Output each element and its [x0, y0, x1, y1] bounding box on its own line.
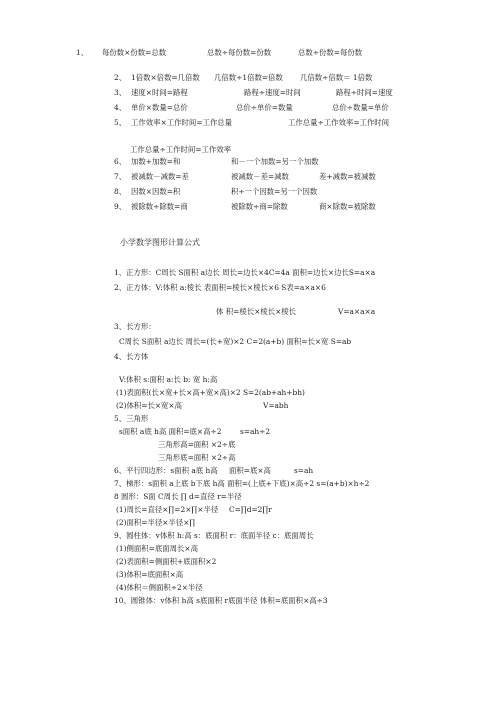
formula-c: 商×除数=被除数 [319, 202, 376, 211]
formula-b: 工作总量÷工作效率=工作时间 [288, 118, 390, 127]
heading-cylinder: 9、圆柱体：v体积 h:高 s：底面积 r：底面半径 c：底面周长 [114, 531, 314, 540]
formula-cube: 2、正方体：V:体积 a:棱长 表面积=棱长×棱长×6 S表=a×a×6 [114, 283, 326, 292]
heading-rectangle: 3、长方形： [114, 322, 156, 331]
formula-a: 工作效率×工作时间=工作总量 [131, 118, 233, 127]
formula-c: 路程÷时间=速度 [336, 88, 393, 97]
parallelogram-formula: s=ah [294, 466, 314, 475]
formula-b: 积÷一个因数=另一个因数 [231, 187, 318, 196]
formula-a: 被除数÷除数=商 [131, 202, 188, 211]
formula-rectangle: C周长 S面积 a边长 周长=(长+宽)×2 C=2(a+b) 面积=长×宽 S=ab [119, 337, 352, 346]
cylinder-volume-2: (4)体积＝侧面积÷2×半径 [116, 583, 203, 592]
item-number: 3、 [114, 88, 127, 97]
item-number: 5、 [114, 118, 127, 127]
formula-b: 总数÷每份数=份数 [207, 48, 272, 57]
item-number: 9、 [114, 202, 127, 211]
triangle-area [119, 427, 270, 436]
area-formula: s=ah÷2 [240, 427, 271, 436]
cuboid-volume [116, 401, 288, 410]
circle-circumference [116, 505, 272, 514]
item-number: 6、 [114, 157, 127, 166]
formula-c: 总价÷数量=单价 [332, 103, 389, 112]
formula-c: 差+减数=被减数 [319, 172, 376, 181]
cuboid-variables: V:体积 s:面积 a:长 b: 宽 h:高 [119, 375, 218, 384]
parallelogram [114, 466, 313, 475]
parallelogram-text: 6、平行四边形：s面积 a底 h高 [114, 466, 218, 475]
formula-a: 1倍数×倍数=几倍数 [131, 73, 200, 82]
item-number: 7、 [114, 172, 127, 181]
formula-b: 和－一个加数=另一个加数 [231, 157, 319, 166]
formula-c: 总数÷份数=每份数 [298, 48, 363, 57]
heading-cuboid: 4、长方体 [114, 352, 149, 361]
item-number: 4、 [114, 103, 127, 112]
formula-line-7 [114, 172, 376, 181]
cylinder-lateral: (1)侧面积=底面周长×高 [116, 544, 198, 553]
volume-text: (2)体积=长×宽×高 [116, 401, 183, 410]
formula-a: 被减数－减数=差 [131, 172, 189, 181]
parallelogram-area: 面积=底×高 [229, 466, 271, 475]
formula-a: 因数×因数=积 [131, 187, 181, 196]
formula-a: 速度×时间=路程 [131, 88, 188, 97]
triangle-base: 三角形底=面积 ×2÷高 [158, 453, 236, 462]
area-text: s面积 a底 h高 面积=底×高÷2 [119, 427, 222, 436]
heading-circle: 8 圆形：S面 C周长 ∏ d=直径 r=半径 [114, 492, 242, 501]
item-number: 1、 [76, 48, 89, 57]
formula-b: 被除数÷商=除数 [231, 202, 288, 211]
cuboid-surface: (1)表面积(长×宽+长×高+宽×高)×2 S=2(ab+ah+bh) [116, 388, 305, 397]
formula-b: 几倍数÷1倍数=倍数 [214, 73, 283, 82]
trapezoid: 7、梯形：s面积 a上底 b下底 h高 面积=(上底+下底)×高÷2 s=(a+b)×h÷2 [114, 479, 370, 488]
formula-line-2 [114, 73, 372, 82]
triangle-height: 三角形高=面积 ×2÷底 [158, 440, 236, 449]
volume-text: 体 积=棱长×棱长×棱长 [216, 307, 297, 316]
heading-cone: 10、圆锥体：v体积 h高 s底面积 r底面半径 体积=底面积×高÷3 [114, 596, 328, 605]
formula-a: 单价×数量=总价 [131, 103, 188, 112]
cylinder-surface: (2)表面积=侧面积+底面积×2 [116, 557, 217, 566]
formula-line-1 [76, 48, 362, 57]
formula-square: 1、正方形：C周长 S面积 a边长 周长=边长×4C=4a 面积=边长×边长S=a×a [114, 268, 376, 277]
formula-line-9 [114, 202, 376, 211]
formula-a: 每份数×份数=总数 [102, 48, 167, 57]
circle-area: (2)面积=半径×半径×∏ [116, 518, 196, 527]
formula-a: 加数+加数=和 [131, 157, 181, 166]
formula-b: 路程÷速度=时间 [244, 88, 301, 97]
formula-line-8 [114, 187, 317, 196]
volume-formula: V=a×a×a [338, 307, 376, 316]
formula-cube-volume [216, 307, 375, 316]
formula-line-4 [114, 103, 389, 112]
circumference-formula: C=∏d=2∏r [229, 505, 272, 514]
formula-c: 几倍数÷倍数＝ 1倍数 [300, 73, 373, 82]
volume-formula: V=abh [263, 401, 289, 410]
item-number: 8、 [114, 187, 127, 196]
formula-a: 工作总量÷工作时间=工作效率 [130, 145, 232, 154]
item-number: 2、 [114, 73, 127, 82]
section-heading: 小学数学图形计算公式 [120, 238, 200, 247]
formula-line-3 [114, 88, 393, 97]
formula-line-5b [130, 145, 231, 154]
formula-line-5 [114, 118, 389, 127]
formula-line-6 [114, 157, 319, 166]
cylinder-volume: (3)体积=底面积×高 [116, 570, 184, 579]
formula-b: 总价÷单价=数量 [236, 103, 293, 112]
circumference-text: (1)周长=直径×∏=2×∏×半径 [116, 505, 219, 514]
heading-triangle: 5、三角形 [114, 414, 149, 423]
formula-b: 被减数－差=减数 [231, 172, 289, 181]
